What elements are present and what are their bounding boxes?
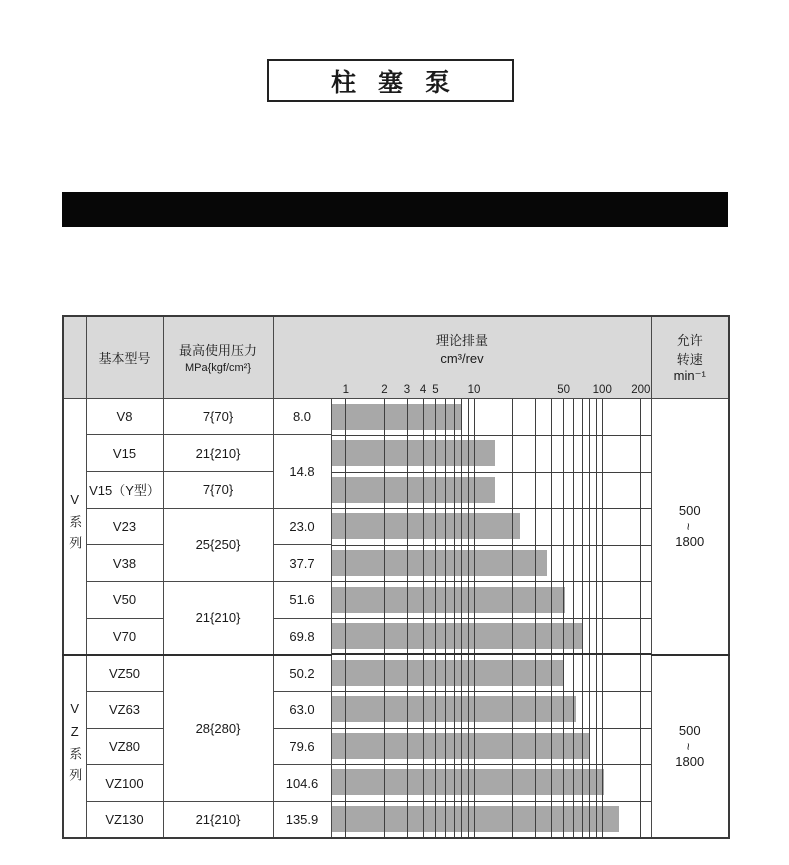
pressure-cell: 7{70} bbox=[163, 398, 273, 435]
page-title-box bbox=[267, 59, 514, 102]
displacement-value-cell: 63.0 bbox=[273, 692, 331, 729]
speed-max: 1800 bbox=[675, 754, 705, 770]
row-divider-line bbox=[332, 472, 651, 473]
displacement-value-cell: 104.6 bbox=[273, 765, 331, 802]
axis-tick-label: 200 bbox=[631, 383, 651, 396]
allowable-speed-cell-v bbox=[651, 398, 729, 655]
series-group-label-text: VZ系列 bbox=[67, 701, 83, 790]
axis-tick-label: 1 bbox=[342, 383, 350, 396]
displacement-bar bbox=[332, 513, 520, 539]
displacement-header-unit: cm³/rev bbox=[440, 350, 484, 366]
displacement-bar bbox=[332, 477, 496, 503]
axis-tick-label: 4 bbox=[419, 383, 427, 396]
pressure-cell: 21{210} bbox=[163, 802, 273, 839]
displacement-value-cell: 23.0 bbox=[273, 508, 331, 545]
model-cell: VZ80 bbox=[86, 728, 163, 765]
model-cell: VZ63 bbox=[86, 692, 163, 729]
row-divider-line bbox=[332, 435, 651, 436]
model-cell: VZ130 bbox=[86, 802, 163, 839]
series-column-header bbox=[63, 316, 86, 398]
axis-tick-label: 100 bbox=[592, 383, 612, 396]
displacement-value-cell: 8.0 bbox=[273, 398, 331, 435]
pump-spec-table bbox=[62, 315, 730, 839]
model-cell: V38 bbox=[86, 545, 163, 582]
model-cell: V15（Y型） bbox=[86, 471, 163, 508]
pressure-cell: 25{250} bbox=[163, 508, 273, 581]
model-cell: V23 bbox=[86, 508, 163, 545]
pressure-cell: 21{210} bbox=[163, 581, 273, 654]
model-column-header: 基本型号 bbox=[86, 316, 163, 398]
row-divider-line bbox=[332, 691, 651, 692]
displacement-header-title-block bbox=[274, 332, 651, 367]
row-divider-line bbox=[332, 801, 651, 802]
displacement-bar bbox=[332, 440, 496, 466]
speed-min: 500 bbox=[678, 503, 701, 519]
model-cell: VZ100 bbox=[86, 765, 163, 802]
model-cell: VZ50 bbox=[86, 655, 163, 692]
displacement-bar bbox=[332, 660, 564, 686]
pressure-header-unit: MPa{kgf/cm²} bbox=[184, 362, 252, 375]
displacement-value-cell: 69.8 bbox=[273, 618, 331, 655]
group-divider-line bbox=[332, 653, 651, 655]
speed-column-header bbox=[651, 316, 729, 398]
displacement-bar bbox=[332, 587, 565, 613]
row-divider-line bbox=[332, 618, 651, 619]
displacement-value-cell: 37.7 bbox=[273, 545, 331, 582]
header-row bbox=[63, 316, 729, 398]
model-cell: V15 bbox=[86, 435, 163, 472]
speed-header-line1: 允许 bbox=[676, 333, 703, 349]
displacement-bar bbox=[332, 550, 548, 576]
speed-header-line2: 转速 bbox=[676, 352, 703, 368]
axis-tick-label: 50 bbox=[557, 383, 571, 396]
row-divider-line bbox=[332, 764, 651, 765]
displacement-value-cell: 79.6 bbox=[273, 728, 331, 765]
displacement-bar-chart bbox=[332, 399, 651, 838]
displacement-column-header bbox=[273, 316, 651, 398]
row-divider-line bbox=[332, 581, 651, 582]
displacement-bar bbox=[332, 806, 619, 832]
speed-min: 500 bbox=[678, 723, 701, 739]
row-divider-line bbox=[332, 508, 651, 509]
pressure-cell: 7{70} bbox=[163, 471, 273, 508]
model-cell: V70 bbox=[86, 618, 163, 655]
series-group-label-vz bbox=[63, 655, 86, 838]
speed-tilde: ~ bbox=[680, 522, 696, 530]
speed-max: 1800 bbox=[675, 533, 705, 549]
model-cell: V50 bbox=[86, 581, 163, 618]
displacement-header-title: 理论排量 bbox=[435, 333, 488, 348]
row-divider-line bbox=[332, 728, 651, 729]
page-title: 柱塞泵 bbox=[330, 68, 472, 97]
pressure-cell: 28{280} bbox=[163, 655, 273, 802]
allowable-speed-cell-vz bbox=[651, 655, 729, 838]
axis-tick-label: 5 bbox=[432, 383, 439, 396]
pressure-cell: 21{210} bbox=[163, 435, 273, 472]
series-group-label-v bbox=[63, 398, 86, 655]
displacement-value-cell: 50.2 bbox=[273, 655, 331, 692]
redacted-section-bar bbox=[62, 192, 728, 227]
displacement-value-cell: 135.9 bbox=[273, 802, 331, 839]
pressure-header-title: 最高使用压力 bbox=[178, 343, 257, 359]
displacement-bar bbox=[332, 404, 462, 430]
displacement-value-cell: 14.8 bbox=[273, 435, 331, 508]
displacement-bar bbox=[332, 623, 582, 649]
displacement-value-cell: 51.6 bbox=[273, 581, 331, 618]
displacement-axis bbox=[332, 381, 651, 397]
speed-header-unit: min⁻¹ bbox=[673, 368, 706, 384]
displacement-chart-cell bbox=[331, 398, 651, 838]
axis-tick-label: 3 bbox=[403, 383, 411, 396]
pressure-column-header bbox=[163, 316, 273, 398]
table-row-v8 bbox=[63, 398, 729, 435]
axis-tick-label: 10 bbox=[467, 383, 481, 396]
series-group-label-text: V系列 bbox=[67, 492, 83, 558]
model-cell: V8 bbox=[86, 398, 163, 435]
speed-tilde: ~ bbox=[680, 742, 696, 751]
axis-tick-label: 2 bbox=[381, 383, 388, 396]
row-divider-line bbox=[332, 545, 651, 546]
